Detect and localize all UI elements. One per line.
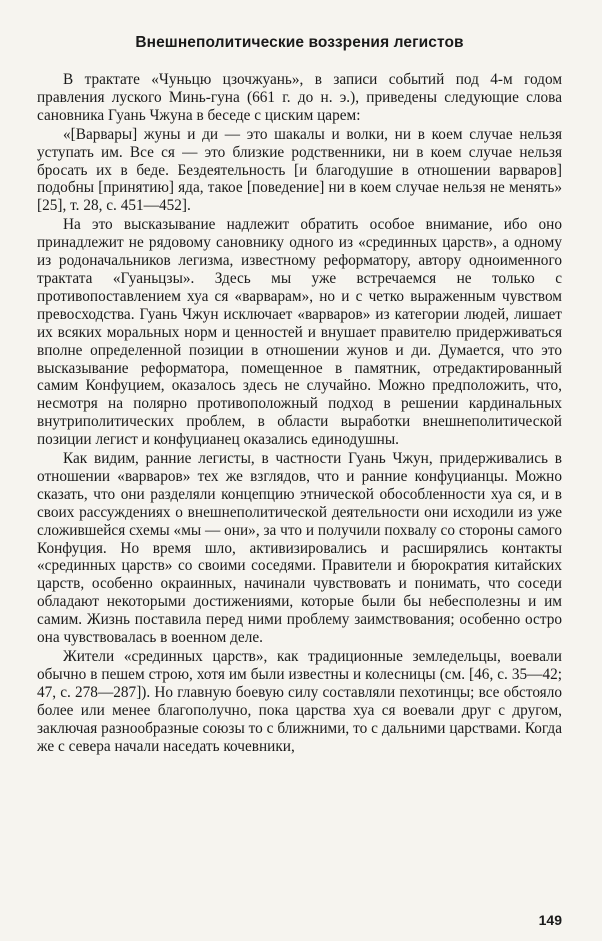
paragraph-early-legists: Как видим, ранние легисты, в частности Гуань Чжун, придерживались в отношении «варваров» тех же взглядов, что и ранние конфуцианцы. Можно сказать, что они разделяли концепцию этнической обособленности хуа ся, и в своих рассуждениях о внешнеполитической деятельности они исходили из уже сложившейся схемы «мы — они», за что и получили похвалу со стороны самого Конфуция. Но время шло, активизировались и расширялись контакты «срединных царств» со своими соседями. Правители и бюрократия китайских царств, особенно окраинных, начинали чувствовать и понимать, что соседи обладают некоторыми достижениями, которые были бы небесполезны и им самим. Жизнь поставила перед ними проблему заимствования; особенно остро она чувствовалась в военном деле. — [37, 450, 562, 647]
page-number: 149 — [538, 912, 562, 928]
page-title: Внешнеполитические воззрения легистов — [135, 34, 464, 51]
paragraph-quote: «[Варвары] жуны и ди — это шакалы и волки, ни в коем случае нельзя уступать им. Все ся — это близкие родственники, ни в коем случае нельзя бросать их в беде. Бездеятельность [и благодушие в отношении варваров] подобны [принятию] яда, такое [поведение] ни в коем случае нельзя не менять» [25], т. 28, с. 451—452]. — [37, 125, 562, 215]
paragraph-military: Жители «срединных царств», как традиционные земледельцы, воевали обычно в пешем строю, хотя им были известны и колесницы (см. [46, с. 35—42; 47, с. 278—287]). Но главную боевую силу составляли пехотинцы; все обстояло более или менее благополучно, пока царства хуа ся воевали друг с другом, заключая разнообразные союзы то с ближними, то с дальними царствами. Когда же с севера начали наседать кочевники, — [37, 648, 562, 755]
paragraph-intro: В трактате «Чуньцю цзочжуань», в записи событий под 4-м годом правления луского Минь-гуна (661 г. до н. э.), приведены следующие слова сановника Гуань Чжуна в беседе с циским царем: — [37, 71, 562, 124]
paragraph-commentary: На это высказывание надлежит обратить особое внимание, ибо оно принадлежит не рядовому сановнику одного из «срединных царств», а одному из родоначальников легизма, известному реформатору, автору одноименного трактата «Гуаньцзы». Здесь мы уже встречаемся не только с противопоставлением хуа ся «варварам», но и с четко выраженным чувством превосходства. Гуань Чжун исключает «варваров» из категории людей, лишает их всяких моральных норм и ценностей и внушает правителю придерживаться вполне определенной позиции в отношении жунов и ди. Думается, что это высказывание реформатора, помещенное в памятник, отредактированный самим Конфуцием, оказалось здесь не случайно. Можно предположить, что, несмотря на полярно противоположный подход в решении кардинальных внутриполитических проблем, в области выработки внешнеполитической позиции легист и конфуцианец оказались единодушны. — [37, 216, 562, 449]
